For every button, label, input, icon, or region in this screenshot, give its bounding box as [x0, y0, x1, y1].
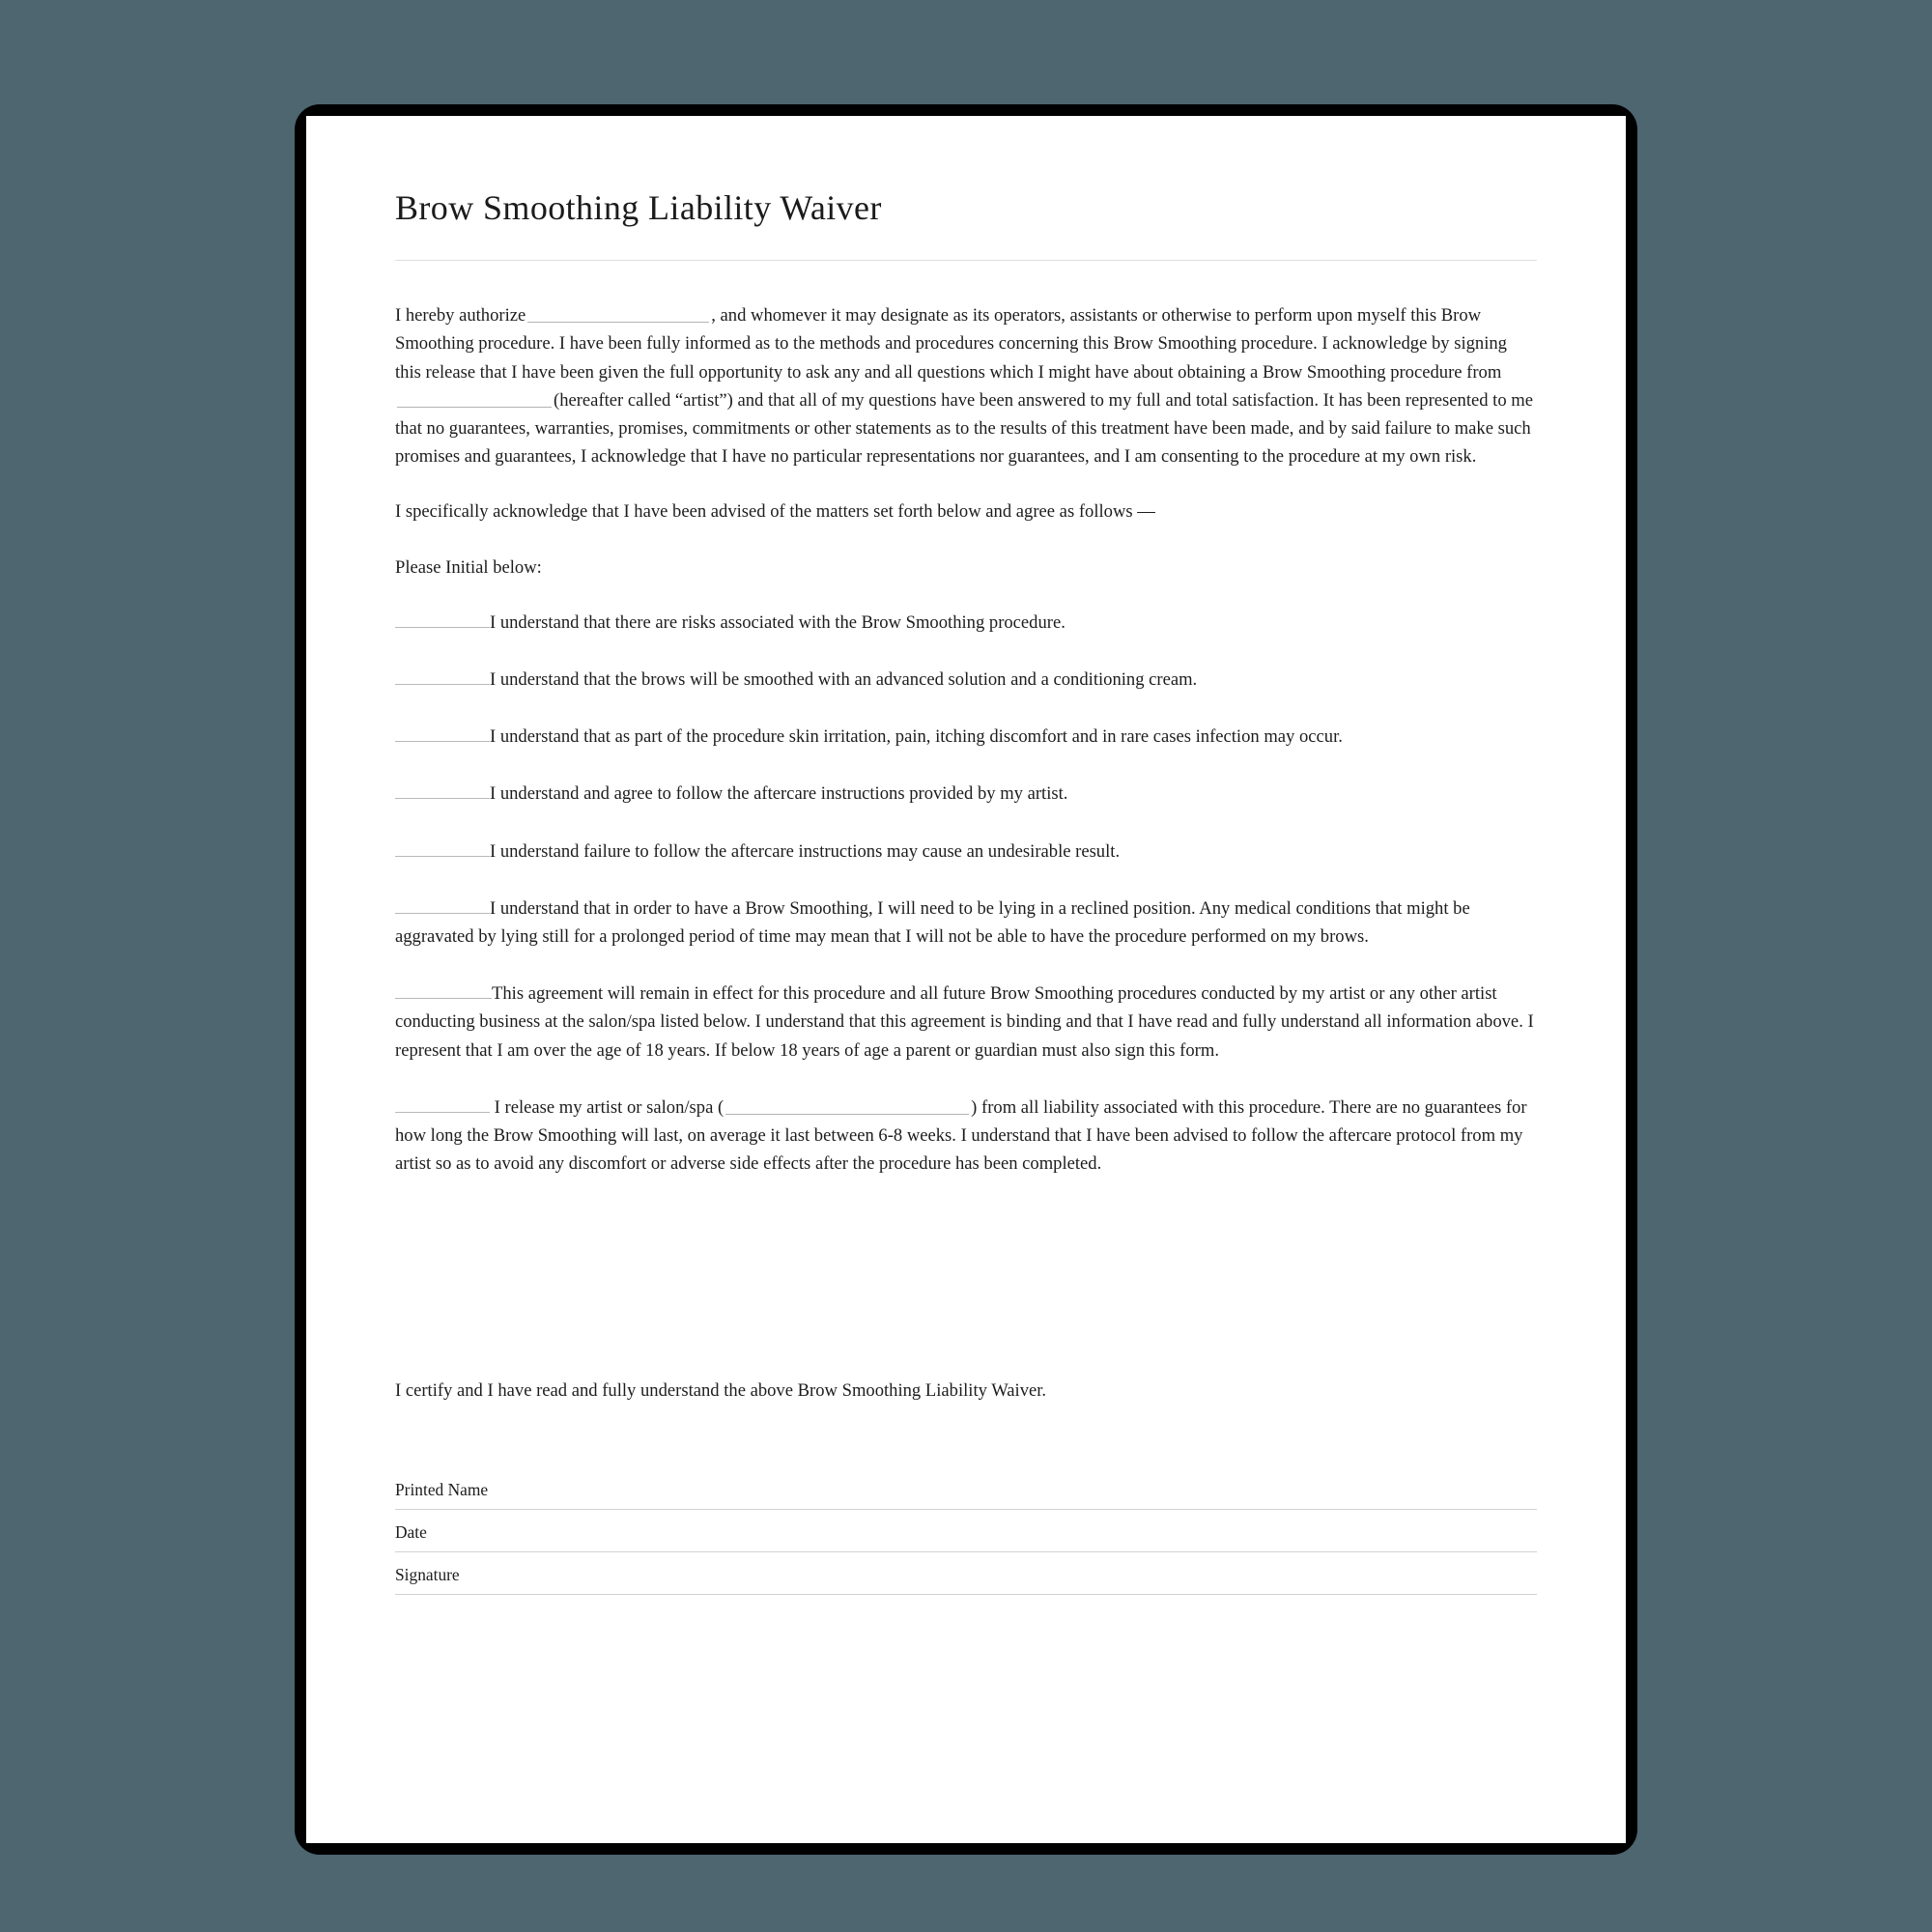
printed-name-field[interactable]: Printed Name — [395, 1479, 1537, 1510]
initial-item-6 — [395, 895, 1537, 951]
initial-item-2-text: I understand that the brows will be smoothed with an advanced solution and a conditioning cream. — [490, 669, 1198, 691]
certify-statement: I certify and I have read and fully understand the above Brow Smoothing Liability Waiver. — [395, 1380, 1047, 1402]
date-field[interactable]: Date — [395, 1521, 1537, 1552]
document-body — [395, 301, 1537, 1594]
document-page — [306, 116, 1626, 1843]
initial-blank-6[interactable] — [395, 898, 490, 914]
page-title: Brow Smoothing Liability Waiver — [395, 188, 882, 227]
initial-item-7 — [395, 980, 1537, 1065]
initial-blank-5[interactable] — [395, 841, 490, 857]
document-page-frame — [295, 104, 1637, 1855]
initial-item-7-text: This agreement will remain in effect for this procedure and all future Brow Smoothing procedures conducted by my artist or any other artist conducting business at the salon/spa listed below. I understand that this agreement is binding and that I have read and fully understand all information above. I represent that I am over the age of 18 years. If below 18 years of age a parent or guardian must also sign this form. — [395, 983, 1534, 1061]
initial-item-5-text: I understand failure to follow the aftercare instructions may cause an undesirable result. — [490, 840, 1121, 862]
signature-block — [395, 1479, 1537, 1595]
initial-item-1-text: I understand that there are risks associated with the Brow Smoothing procedure. — [490, 611, 1065, 633]
paragraph-please-initial: Please Initial below: — [395, 556, 542, 578]
authorize-name-blank[interactable] — [527, 305, 709, 323]
initial-blank-7[interactable] — [395, 983, 492, 999]
initial-item-3 — [395, 723, 1537, 751]
initial-blank-3[interactable] — [395, 726, 490, 742]
salon-spa-name-blank[interactable] — [725, 1097, 969, 1115]
initial-item-5 — [395, 838, 1537, 866]
initial-item-4-text: I understand and agree to follow the aftercare instructions provided by my artist. — [490, 783, 1068, 805]
authorize-text-part-1: I hereby authorize — [395, 305, 526, 327]
initial-item-3-text: I understand that as part of the procedure skin irritation, pain, itching discomfort and in rare cases infection may occur. — [490, 726, 1343, 748]
initial-blank-2[interactable] — [395, 669, 490, 685]
initial-blank-4[interactable] — [395, 783, 490, 799]
initial-blank-release[interactable] — [395, 1097, 490, 1113]
paragraph-specifically-acknowledge: I specifically acknowledge that I have been advised of the matters set forth below and agree as follows — — [395, 501, 1155, 523]
authorize-text-part-3: (hereafter called “artist”) and that all of my questions have been answered to my full and total satisfaction. It has been represented to me that no guarantees, warranties, promises, commitments or other statements as to the results of this treatment have been made, and by said failure to make such promises and guarantees, I acknowledge that I have no particular representations nor guarantees, and I am consenting to the procedure at my own risk. — [395, 389, 1534, 468]
authorize-text-part-2: , and whomever it may designate as its operators, assistants or otherwise to perform upon myself this Brow Smoothing procedure. I have been fully informed as to the methods and procedures concerning this Brow Smoothing procedure. I acknowledge by signing this release that I have been given the full opportunity to ask any and all questions which I might have about obtaining a Brow Smoothing procedure from — [395, 305, 1507, 383]
initial-blank-1[interactable] — [395, 612, 490, 628]
initial-item-1 — [395, 609, 1537, 637]
release-text-after-blank: ) from all liability associated with this procedure. There are no guarantees for how long the Brow Smoothing will last, on average it last between 6-8 weeks. I understand that I have been advised to follow the aftercare protocol from my artist so as to avoid any discomfort or adverse side effects after the procedure has been completed. — [395, 1096, 1527, 1175]
initial-item-6-text: I understand that in order to have a Brow Smoothing, I will need to be lying in a reclined position. Any medical conditions that might be aggravated by lying still for a prolonged period of time may mean that I will not be able to have the procedure performed on my brows. — [395, 897, 1470, 948]
initial-item-2 — [395, 666, 1537, 694]
signature-field[interactable]: Signature — [395, 1564, 1537, 1595]
initial-item-release — [395, 1094, 1537, 1179]
title-divider — [395, 260, 1537, 261]
artist-name-blank[interactable] — [397, 390, 552, 408]
release-text-before-blank: I release my artist or salon/spa ( — [494, 1096, 724, 1118]
paragraph-authorize — [395, 301, 1537, 470]
initial-item-4 — [395, 780, 1537, 808]
